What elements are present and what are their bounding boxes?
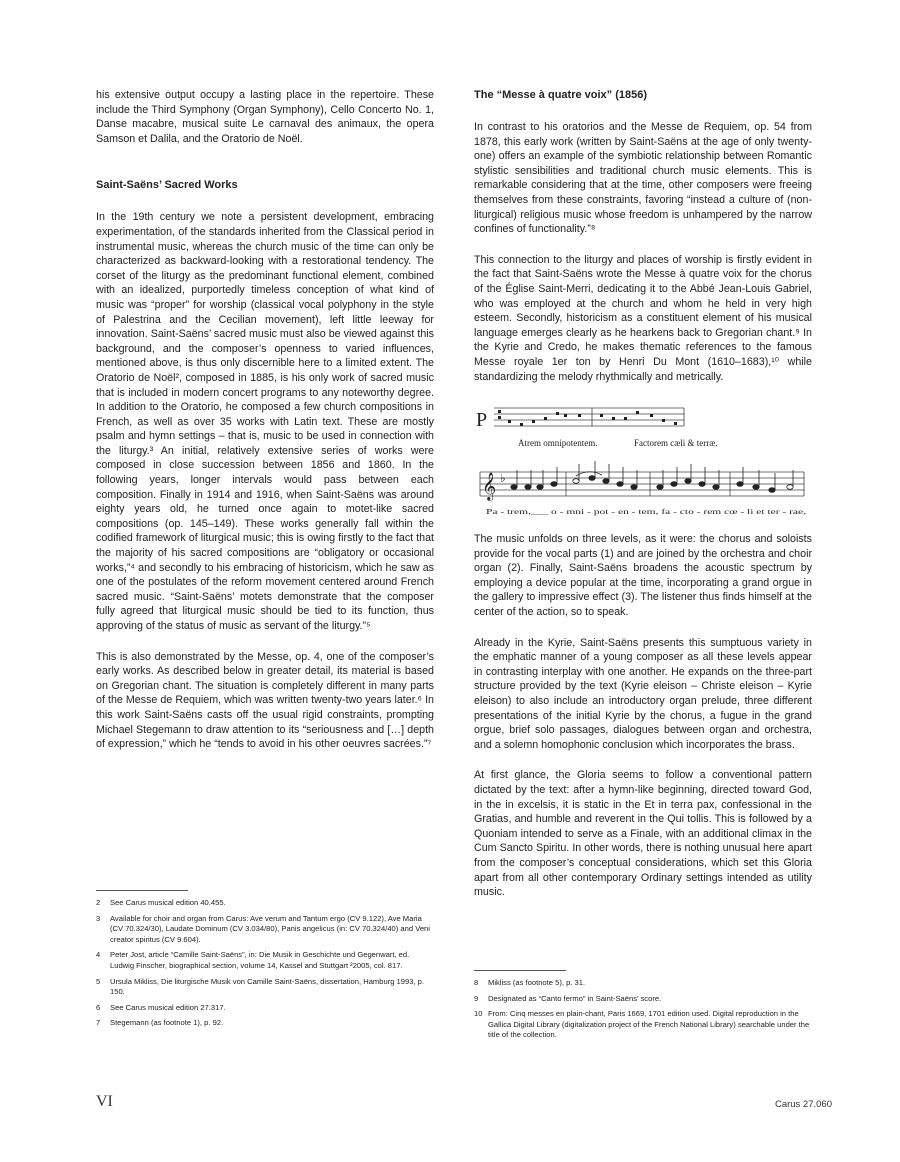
paragraph: The music unfolds on three levels, as it were: the chorus and soloists provide for the vocal parts (1) and are joined by the orchestra and choir organ (2). Finally, Saint-Saëns broadens the acoustic spectrum by employing a device popular at the time, incorporating a grand orgue in the gallery to impressive effect (3). The listener thus finds himself at the center of the action, so to speak. bbox=[474, 533, 812, 619]
footnote: 5 Ursula Mikliss, Die liturgische Musik von Camille Saint-Saëns, dissertation, Hamburg 1993, p. 150. bbox=[96, 976, 424, 997]
paragraph: This is also demonstrated by the Messe, op. 4, one of the composer’s early works. As described below in greater detail, its material is based on Gregorian chant. The situation is completely different in many parts of the Messe de Requiem, which was written twenty-two years later.⁶ In this work Saint-Saëns casts off the usual rigid constraints, prompting Michael Stegemann to draw attention to its “seriousness and […] depth of expression,” which he “tends to avoid in his other oeuvres sacrées.”⁷ bbox=[96, 650, 434, 751]
footnote: 2 See Carus musical edition 40.455. bbox=[96, 898, 226, 907]
paragraph: his extensive output occupy a lasting place in the repertoire. These include the Third Symphony (Organ Symphony), Cello Concerto No. 1, Danse macabre, musical suite Le carnaval des animaux, the opera Samson et Dalila, and the Oratorio de Noël. bbox=[96, 89, 434, 145]
chant-initial: P bbox=[476, 409, 488, 432]
chant-lyric: Atrem omnipotentem. bbox=[518, 438, 598, 449]
music-notation bbox=[474, 402, 812, 532]
right-column bbox=[474, 88, 812, 900]
svg-text:𝄞: 𝄞 bbox=[482, 472, 497, 501]
section-heading: Saint-Saëns’ Sacred Works bbox=[96, 179, 238, 192]
left-footnotes bbox=[96, 890, 434, 1034]
footnote: 4 Peter Jost, article “Camille Saint-Saëns”, in: Die Musik in Geschichte und Gegenwart, ed. Ludwig Finscher, biographical section, volume 14, Kassel and Stuttgart ²2005, col. 817. bbox=[96, 950, 410, 970]
staff-lyrics: Pa - trem,___ o - mni - pot - en - tem, fa - cto - rem cœ - li et ter - rae, bbox=[486, 508, 807, 517]
section-heading: The “Messe à quatre voix” (1856) bbox=[474, 89, 648, 101]
footnote: 7 Stegemann (as footnote 1), p. 92. bbox=[96, 1018, 224, 1028]
footnote-rule bbox=[96, 890, 188, 891]
paragraph: Already in the Kyrie, Saint-Saëns presents this sumptuous variety in the emphatic manner of a young composer as all these levels appear in contrasting interplay with one another. He expands on the three-part structure provided by the text (Kyrie eleison – Christe eleison – Kyrie eleison) to also include an introductory organ prelude, three different presentations of the initial Kyrie by the chorus, a fugue in the grand orgue, brief solo passages, dialogues between organ and orchestra, and a solemn homophonic conclusion which incorporates the brass. bbox=[474, 636, 812, 751]
page-number: VI bbox=[96, 1093, 113, 1110]
chant-lyric: Factorem cæli & terræ. bbox=[634, 438, 718, 449]
footnote: 3 Available for choir and organ from Carus: Ave verum and Tantum ergo (CV 9.122), Ave Maria (CV 70.324/30), Laudate Dominum (CV 3.034/80), Panis angelicus (in: CV 70.324/40) and Veni creator spiritus (CV 9.604). bbox=[96, 913, 430, 944]
footnote: 8 Mikliss (as footnote 5), p. 31. bbox=[474, 978, 586, 987]
left-column bbox=[96, 88, 434, 752]
footnote: 10 From: Cinq messes en plain-chant, Paris 1669, 1701 edition used. Digital reproduction in the Gallica Digital Library (digitalization project of the French National Library) searchable under the title of the collection. bbox=[474, 1009, 810, 1040]
footnote: 9 Designated as “Canto fermo” in Saint-Saëns’ score. bbox=[474, 993, 662, 1003]
footnote: 6 See Carus musical edition 27.317. bbox=[96, 1002, 226, 1012]
paragraph: This connection to the liturgy and places of worship is firstly evident in the fact that Saint-Saëns wrote the Messe à quatre voix for the chorus of the Église Saint-Merri, dedicating it to the Abbé Jean-Louis Gabriel, who was employed at the church and whom he held in very high esteem. Secondly, historicism as a constituent element of his musical language emerges clearly as he hearkens back to Gregorian chant.⁹ In the Kyrie and Credo, he makes thematic references to the famous Messe royale 1er ton by Henri Du Mont (1610–1683),¹⁰ while standardizing the melody rhythmically and metrically. bbox=[474, 253, 812, 383]
right-footnotes bbox=[474, 970, 812, 1046]
paragraph: At first glance, the Gloria seems to follow a conventional pattern dictated by the text: after a hymn-like beginning, directed toward God, in the in excelsis, it is static in the Et in terra pax, confessional in the Gratias, and humble and reverent in the Qui tollis. This is followed by a Quoniam intended to serve as a Finale, with an additional climax in the Cum Sancto Spiritu. In other words, there is nothing unusual here apart from the composer’s conceptual considerations, which set this Gloria apart from all other contemporary Ordinary settings intended as utility music. bbox=[474, 769, 812, 899]
catalog-number: Carus 27.060 bbox=[774, 1099, 832, 1110]
footnote-rule bbox=[474, 970, 566, 971]
paragraph: In contrast to his oratorios and the Messe de Requiem, op. 54 from 1878, this early work (written by Saint-Saëns at the age of only twenty-one) offers an example of the symbiotic relationship between Romantic stylistic sensibilities and traditional church music elements. This is remarkable considering that at the time, other composers were freeing themselves from these constraints, favoring “instead a culture of (non-liturgical) religious music whose freedom is unhampered by the narrow confines of functionality.”⁸ bbox=[474, 121, 812, 236]
chant-example-image bbox=[474, 402, 812, 532]
paragraph: In the 19th century we note a persistent development, embracing experimentation, of the standards inherited from the Classical period in instrumental music, whereas the church music of the time can only be characterized as backward-looking with a restorational tendency. The corset of the liturgy as the predominant functional element, combined with an idealized, purportedly timeless conception of what kind of music was “proper” for worship (classical vocal polyphony in the style of Palestrina and the Cecilian movement), left little leeway for innovation. Saint-Saëns’ sacred music must also be viewed against this background, and the composer’s openness to varied influences, mentioned above, is thus only discernible here to a limited extent. The Oratorio de Noël², composed in 1885, is his only work of sacred music that is included in modern concert programs to any noteworthy degree. In addition to the Oratorio, he composed a few church compositions in French, as well as over 35 works with Latin text. These are mostly psalm and hymn settings – that is, music to be used in connection with the liturgy.³ An initial, relatively extensive series of works were composed in close succession between 1856 and 1860. In the following years, longer intervals would pass between each composition. Finally in 1914 and 1916, when Saint-Saëns was around eighty years old, he turned once again to motet-like sacred compositions (op. 145–149). These works generally fall within the codified framework of liturgical music; this is owing firstly to the fact that the majority of his sacred compositions are “obligatory or occasional works,”⁴ and secondly to his embracing of historicism, which he saw as one of the postulates of the reform movement centered around French sacred music. “Saint-Saëns’ motets demonstrate that the composer fully agreed that liturgical music should be tied to its function, thus approving of the status of music as servant of the liturgy.”⁵ bbox=[96, 211, 434, 632]
svg-text:♭: ♭ bbox=[500, 471, 506, 486]
